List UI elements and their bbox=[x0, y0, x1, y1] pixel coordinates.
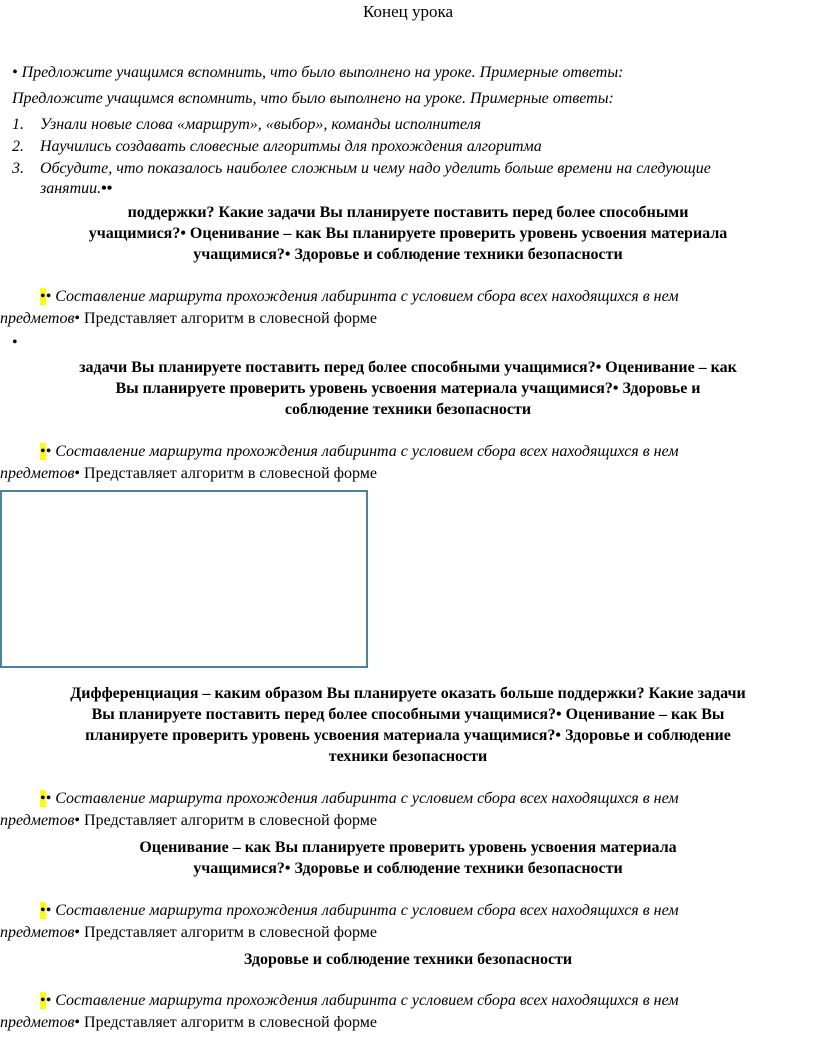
bold-line: Здоровье и соблюдение техники безопасности bbox=[243, 951, 573, 968]
route-desc: Представляет алгоритм в словесной форме bbox=[80, 465, 378, 482]
route-line-2 bbox=[0, 812, 377, 830]
bold-line: Оценивание – как Вы планируете проверить уровень усвоения материала bbox=[139, 839, 677, 856]
route-desc: Представляет алгоритм в словесной форме bbox=[80, 310, 378, 327]
route-line bbox=[40, 443, 679, 461]
bold-line: задачи Вы планируете поставить перед более способными учащимися?• Оценивание – как bbox=[79, 359, 737, 376]
bold-line: Вы планируете поставить перед более способными учащимися?• Оценивание – как Вы bbox=[91, 706, 725, 723]
bold-line: Дифференциация – каким образом Вы планируете оказать больше поддержки? Какие задачи bbox=[70, 685, 746, 702]
highlighted-bullet: • bbox=[40, 902, 46, 919]
bullet: • bbox=[74, 465, 81, 482]
route-desc: Представляет алгоритм в словесной форме bbox=[80, 1014, 378, 1031]
bold-line: учащимися?• Здоровье и соблюдение техники безопасности bbox=[193, 246, 623, 263]
intro-line: Предложите учащимся вспомнить, что было выполнено на уроке. Примерные ответы: bbox=[12, 90, 614, 107]
page-title: Конец урока bbox=[362, 2, 454, 21]
bullet: • bbox=[74, 310, 81, 327]
list-cont-text: занятии. bbox=[40, 180, 102, 197]
bullet: • bbox=[74, 812, 81, 829]
bullet: • bbox=[74, 1014, 81, 1031]
bold-line: учащимися?• Здоровье и соблюдение техники безопасности bbox=[193, 860, 623, 877]
list-text: Узнали новые слова «маршрут», «выбор», команды исполнителя bbox=[40, 116, 482, 133]
bold-paragraph-4 bbox=[0, 837, 816, 879]
bold-paragraph-5 bbox=[0, 949, 816, 970]
bullet: • bbox=[74, 924, 81, 941]
route-text: • Составление маршрута прохождения лабиринта с условием сбора всех находящихся в нем bbox=[45, 288, 679, 305]
route-line-2 bbox=[0, 1014, 377, 1032]
bullet-pair: •• bbox=[101, 180, 113, 197]
highlighted-bullet: • bbox=[40, 443, 46, 460]
list-item bbox=[12, 138, 542, 156]
list-text: Научились создавать словесные алгоритмы для прохождения алгоритма bbox=[40, 138, 542, 155]
route-line bbox=[40, 992, 679, 1010]
bold-paragraph-3 bbox=[0, 683, 816, 767]
list-continuation bbox=[40, 180, 112, 198]
list-item bbox=[12, 116, 481, 134]
route-word: предметов bbox=[0, 465, 75, 482]
lone-bullet: • bbox=[12, 334, 18, 351]
bold-line: Вы планируете проверить уровень усвоения материала учащимися?• Здоровье и bbox=[115, 380, 701, 397]
bold-line: планируете проверить уровень усвоения материала учащимися?• Здоровье и соблюдение bbox=[85, 727, 731, 744]
highlighted-bullet: • bbox=[40, 992, 46, 1009]
route-desc: Представляет алгоритм в словесной форме bbox=[80, 812, 378, 829]
route-text: • Составление маршрута прохождения лабиринта с условием сбора всех находящихся в нем bbox=[45, 902, 679, 919]
route-text: • Составление маршрута прохождения лабиринта с условием сбора всех находящихся в нем bbox=[45, 992, 679, 1009]
list-number: 2. bbox=[12, 138, 24, 155]
route-text: • Составление маршрута прохождения лабиринта с условием сбора всех находящихся в нем bbox=[45, 790, 679, 807]
route-line-2 bbox=[0, 310, 377, 328]
list-number: 1. bbox=[12, 116, 24, 133]
route-word: предметов bbox=[0, 812, 75, 829]
empty-image-frame bbox=[0, 490, 368, 668]
route-word: предметов bbox=[0, 924, 75, 941]
bold-line: техники безопасности bbox=[328, 748, 488, 765]
route-line-2 bbox=[0, 465, 377, 483]
highlighted-bullet: • bbox=[40, 288, 46, 305]
route-line bbox=[40, 790, 679, 808]
route-line bbox=[40, 288, 679, 306]
route-word: предметов bbox=[0, 310, 75, 327]
route-desc: Представляет алгоритм в словесной форме bbox=[80, 924, 378, 941]
route-word: предметов bbox=[0, 1014, 75, 1031]
route-line bbox=[40, 902, 679, 920]
list-item bbox=[12, 160, 711, 178]
bold-line: поддержки? Какие задачи Вы планируете поставить перед более способными bbox=[127, 204, 689, 221]
list-text: Обсудите, что показалось наиболее сложным и чему надо уделить больше времени на следующие bbox=[40, 160, 711, 177]
bold-line: учащимися?• Оценивание – как Вы планируете проверить уровень усвоения материала bbox=[88, 225, 728, 242]
list-number: 3. bbox=[12, 160, 24, 177]
highlighted-bullet: • bbox=[40, 790, 46, 807]
bold-paragraph-1 bbox=[0, 202, 816, 265]
bold-paragraph-2 bbox=[0, 357, 816, 420]
intro-line-bulleted: • Предложите учащимся вспомнить, что было выполнено на уроке. Примерные ответы: bbox=[12, 64, 624, 81]
route-text: • Составление маршрута прохождения лабиринта с условием сбора всех находящихся в нем bbox=[45, 443, 679, 460]
route-line-2 bbox=[0, 924, 377, 942]
bold-line: соблюдение техники безопасности bbox=[284, 401, 532, 418]
